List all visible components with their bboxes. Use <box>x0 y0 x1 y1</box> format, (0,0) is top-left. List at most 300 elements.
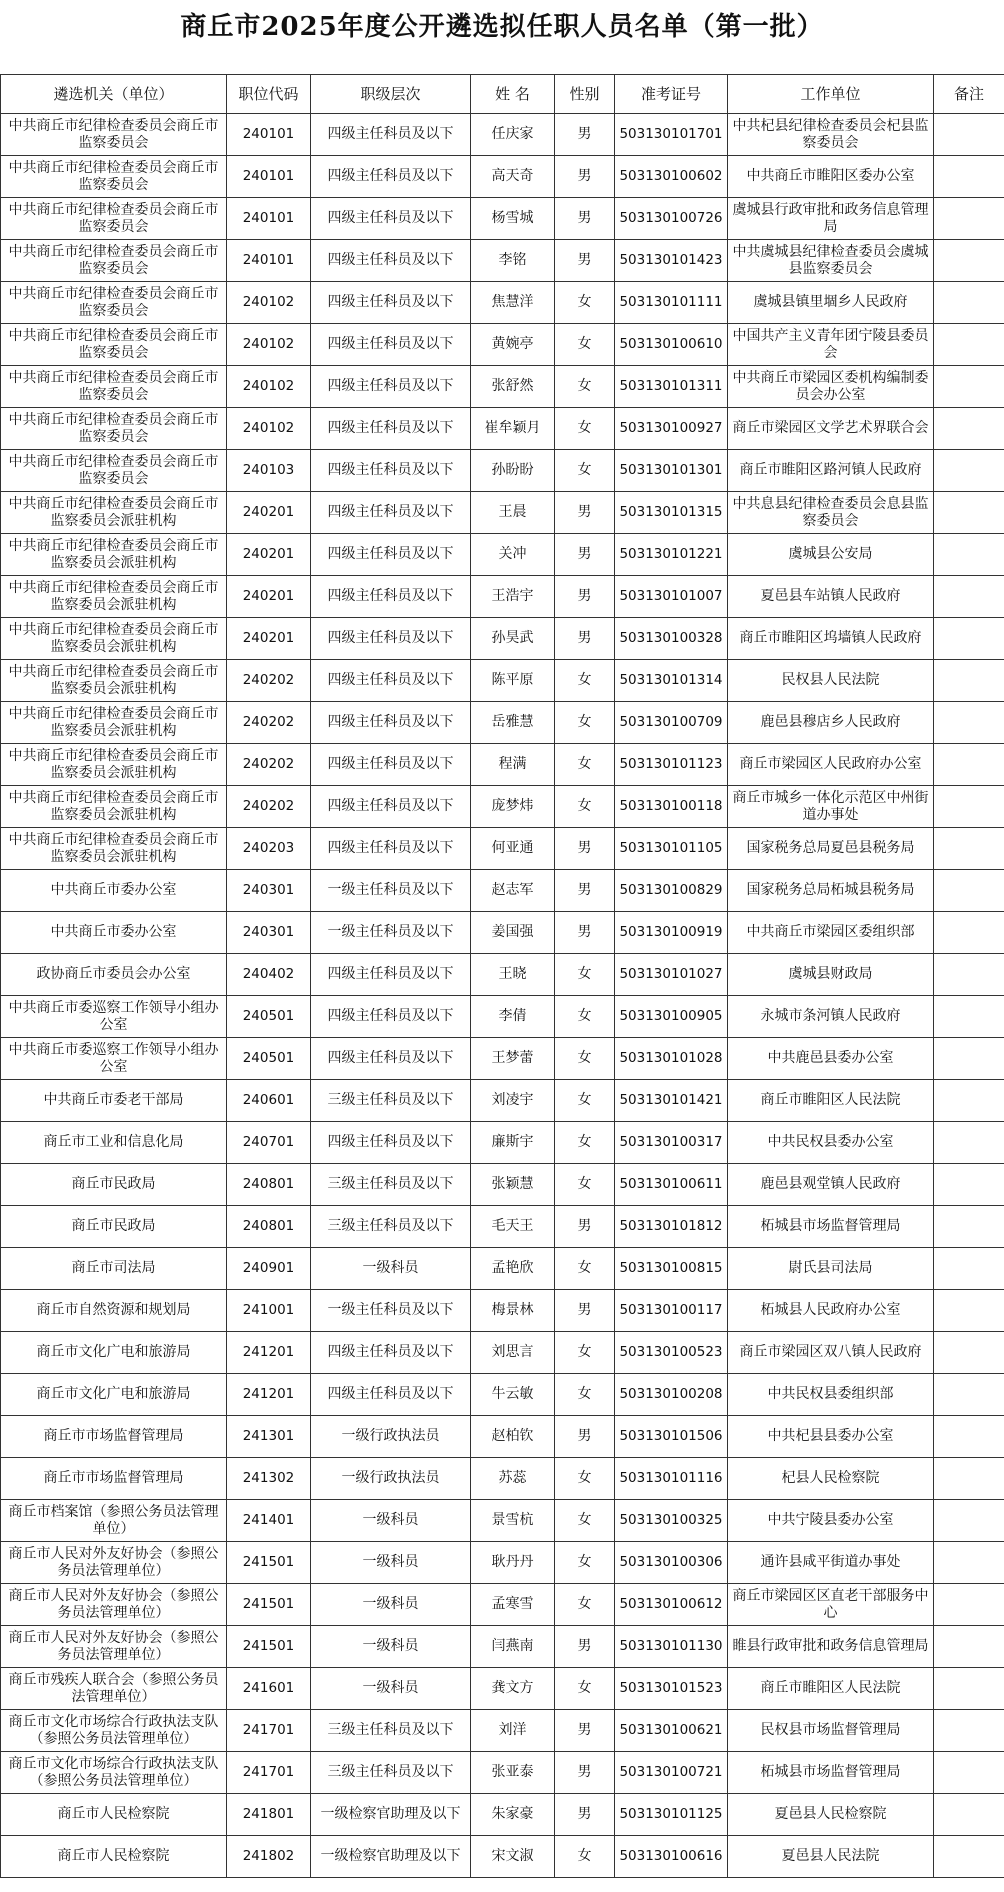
cell-unit: 虞城县镇里堌乡人民政府 <box>728 282 934 324</box>
cell-unit: 鹿邑县穆店乡人民政府 <box>728 702 934 744</box>
cell-ticket: 503130101812 <box>615 1206 728 1248</box>
cell-level: 四级主任科员及以下 <box>311 618 471 660</box>
table-row <box>1 534 1004 576</box>
cell-code: 240301 <box>227 870 311 912</box>
cell-name: 陈平原 <box>471 660 555 702</box>
cell-ticket: 503130100325 <box>615 1500 728 1542</box>
cell-level: 三级主任科员及以下 <box>311 1080 471 1122</box>
cell-unit: 民权县人民法院 <box>728 660 934 702</box>
cell-code: 240201 <box>227 534 311 576</box>
cell-ticket: 503130101027 <box>615 954 728 996</box>
cell-agency: 政协商丘市委员会办公室 <box>1 954 227 996</box>
table-row <box>1 828 1004 870</box>
cell-note <box>934 366 1004 408</box>
cell-code: 240202 <box>227 702 311 744</box>
cell-level: 一级科员 <box>311 1668 471 1710</box>
cell-code: 240801 <box>227 1164 311 1206</box>
cell-note <box>934 198 1004 240</box>
cell-note <box>934 156 1004 198</box>
cell-ticket: 503130101421 <box>615 1080 728 1122</box>
cell-unit: 夏邑县人民检察院 <box>728 1794 934 1836</box>
cell-level: 三级主任科员及以下 <box>311 1752 471 1794</box>
cell-level: 一级科员 <box>311 1584 471 1626</box>
cell-note <box>934 1416 1004 1458</box>
cell-name: 刘洋 <box>471 1710 555 1752</box>
cell-code: 241302 <box>227 1458 311 1500</box>
cell-gender: 女 <box>555 786 615 828</box>
cell-note <box>934 1710 1004 1752</box>
cell-name: 张颖慧 <box>471 1164 555 1206</box>
cell-gender: 男 <box>555 492 615 534</box>
cell-code: 240501 <box>227 1038 311 1080</box>
cell-unit: 中共民权县委办公室 <box>728 1122 934 1164</box>
cell-unit: 中共鹿邑县委办公室 <box>728 1038 934 1080</box>
cell-agency: 中共商丘市纪律检查委员会商丘市监察委员会 <box>1 408 227 450</box>
cell-unit: 中共商丘市梁园区委组织部 <box>728 912 934 954</box>
cell-ticket: 503130101116 <box>615 1458 728 1500</box>
cell-unit: 商丘市城乡一体化示范区中州街道办事处 <box>728 786 934 828</box>
cell-name: 黄婉亭 <box>471 324 555 366</box>
cell-ticket: 503130101123 <box>615 744 728 786</box>
cell-unit: 虞城县财政局 <box>728 954 934 996</box>
cell-unit: 商丘市梁园区双八镇人民政府 <box>728 1332 934 1374</box>
cell-note <box>934 1584 1004 1626</box>
cell-gender: 男 <box>555 1794 615 1836</box>
cell-ticket: 503130101523 <box>615 1668 728 1710</box>
cell-agency: 商丘市人民检察院 <box>1 1794 227 1836</box>
cell-gender: 男 <box>555 156 615 198</box>
cell-gender: 男 <box>555 1626 615 1668</box>
header-name: 姓 名 <box>471 75 555 114</box>
cell-agency: 商丘市文化市场综合行政执法支队（参照公务员法管理单位） <box>1 1710 227 1752</box>
cell-gender: 女 <box>555 1374 615 1416</box>
cell-code: 240301 <box>227 912 311 954</box>
cell-note <box>934 702 1004 744</box>
cell-agency: 商丘市文化广电和旅游局 <box>1 1332 227 1374</box>
cell-ticket: 503130100208 <box>615 1374 728 1416</box>
cell-level: 一级主任科员及以下 <box>311 870 471 912</box>
cell-code: 241701 <box>227 1710 311 1752</box>
cell-agency: 中共商丘市纪律检查委员会商丘市监察委员会派驻机构 <box>1 744 227 786</box>
cell-level: 一级检察官助理及以下 <box>311 1836 471 1878</box>
cell-level: 四级主任科员及以下 <box>311 576 471 618</box>
cell-gender: 女 <box>555 744 615 786</box>
cell-gender: 男 <box>555 1710 615 1752</box>
cell-unit: 商丘市梁园区区直老干部服务中心 <box>728 1584 934 1626</box>
cell-gender: 女 <box>555 1164 615 1206</box>
cell-ticket: 503130101315 <box>615 492 728 534</box>
cell-gender: 女 <box>555 366 615 408</box>
cell-agency: 中共商丘市纪律检查委员会商丘市监察委员会派驻机构 <box>1 534 227 576</box>
cell-gender: 女 <box>555 1332 615 1374</box>
cell-name: 岳雅慧 <box>471 702 555 744</box>
cell-name: 焦慧洋 <box>471 282 555 324</box>
cell-level: 四级主任科员及以下 <box>311 408 471 450</box>
cell-agency: 中共商丘市委巡察工作领导小组办公室 <box>1 996 227 1038</box>
cell-unit: 商丘市梁园区人民政府办公室 <box>728 744 934 786</box>
cell-ticket: 503130100905 <box>615 996 728 1038</box>
cell-note <box>934 870 1004 912</box>
cell-gender: 女 <box>555 1500 615 1542</box>
cell-name: 何亚通 <box>471 828 555 870</box>
cell-name: 闫燕南 <box>471 1626 555 1668</box>
cell-note <box>934 1374 1004 1416</box>
cell-note <box>934 114 1004 156</box>
cell-unit: 中共杞县县委办公室 <box>728 1416 934 1458</box>
cell-note <box>934 1752 1004 1794</box>
cell-level: 四级主任科员及以下 <box>311 1374 471 1416</box>
cell-name: 程满 <box>471 744 555 786</box>
cell-code: 241001 <box>227 1290 311 1332</box>
cell-name: 赵志军 <box>471 870 555 912</box>
table-row <box>1 618 1004 660</box>
cell-name: 王晓 <box>471 954 555 996</box>
cell-unit: 中国共产主义青年团宁陵县委员会 <box>728 324 934 366</box>
cell-name: 张亚泰 <box>471 1752 555 1794</box>
cell-code: 240202 <box>227 744 311 786</box>
cell-gender: 男 <box>555 828 615 870</box>
cell-agency: 商丘市文化市场综合行政执法支队（参照公务员法管理单位） <box>1 1752 227 1794</box>
cell-agency: 商丘市残疾人联合会（参照公务员法管理单位） <box>1 1668 227 1710</box>
cell-name: 刘凌宇 <box>471 1080 555 1122</box>
table-row <box>1 702 1004 744</box>
cell-unit: 中共民权县委组织部 <box>728 1374 934 1416</box>
cell-gender: 女 <box>555 660 615 702</box>
cell-agency: 中共商丘市纪律检查委员会商丘市监察委员会派驻机构 <box>1 702 227 744</box>
cell-code: 240901 <box>227 1248 311 1290</box>
cell-unit: 中共虞城县纪律检查委员会虞城县监察委员会 <box>728 240 934 282</box>
cell-level: 四级主任科员及以下 <box>311 786 471 828</box>
cell-level: 一级科员 <box>311 1248 471 1290</box>
cell-code: 240102 <box>227 282 311 324</box>
cell-name: 梅景林 <box>471 1290 555 1332</box>
cell-gender: 男 <box>555 576 615 618</box>
cell-ticket: 503130101311 <box>615 366 728 408</box>
cell-level: 一级科员 <box>311 1542 471 1584</box>
cell-code: 240102 <box>227 324 311 366</box>
cell-code: 240402 <box>227 954 311 996</box>
cell-note <box>934 492 1004 534</box>
cell-name: 孙盼盼 <box>471 450 555 492</box>
cell-note <box>934 1290 1004 1332</box>
cell-level: 一级科员 <box>311 1500 471 1542</box>
cell-agency: 商丘市工业和信息化局 <box>1 1122 227 1164</box>
cell-ticket: 503130101130 <box>615 1626 728 1668</box>
cell-agency: 中共商丘市纪律检查委员会商丘市监察委员会 <box>1 114 227 156</box>
cell-gender: 女 <box>555 282 615 324</box>
cell-gender: 男 <box>555 870 615 912</box>
cell-level: 三级主任科员及以下 <box>311 1206 471 1248</box>
cell-gender: 女 <box>555 408 615 450</box>
cell-note <box>934 1542 1004 1584</box>
table-row <box>1 744 1004 786</box>
cell-agency: 中共商丘市纪律检查委员会商丘市监察委员会派驻机构 <box>1 660 227 702</box>
cell-ticket: 503130101423 <box>615 240 728 282</box>
cell-code: 240201 <box>227 618 311 660</box>
table-row <box>1 408 1004 450</box>
cell-gender: 男 <box>555 198 615 240</box>
cell-code: 240201 <box>227 492 311 534</box>
cell-unit: 民权县市场监督管理局 <box>728 1710 934 1752</box>
table-row <box>1 954 1004 996</box>
cell-code: 240501 <box>227 996 311 1038</box>
cell-gender: 女 <box>555 1836 615 1878</box>
cell-level: 四级主任科员及以下 <box>311 744 471 786</box>
cell-code: 240101 <box>227 156 311 198</box>
cell-unit: 杞县人民检察院 <box>728 1458 934 1500</box>
cell-code: 241501 <box>227 1626 311 1668</box>
table-row <box>1 1416 1004 1458</box>
cell-note <box>934 1080 1004 1122</box>
cell-agency: 商丘市市场监督管理局 <box>1 1416 227 1458</box>
cell-agency: 商丘市自然资源和规划局 <box>1 1290 227 1332</box>
header-gender: 性别 <box>555 75 615 114</box>
cell-agency: 中共商丘市纪律检查委员会商丘市监察委员会 <box>1 198 227 240</box>
cell-note <box>934 1500 1004 1542</box>
cell-gender: 男 <box>555 1206 615 1248</box>
cell-ticket: 503130101301 <box>615 450 728 492</box>
cell-name: 耿丹丹 <box>471 1542 555 1584</box>
table-row <box>1 1752 1004 1794</box>
cell-ticket: 503130100117 <box>615 1290 728 1332</box>
cell-ticket: 503130100919 <box>615 912 728 954</box>
table-body <box>1 114 1004 1878</box>
cell-name: 杨雪城 <box>471 198 555 240</box>
cell-note <box>934 618 1004 660</box>
cell-unit: 中共商丘市梁园区委机构编制委员会办公室 <box>728 366 934 408</box>
table-row <box>1 870 1004 912</box>
table-row <box>1 1458 1004 1500</box>
cell-ticket: 503130101105 <box>615 828 728 870</box>
table-row <box>1 1626 1004 1668</box>
cell-level: 一级行政执法员 <box>311 1416 471 1458</box>
cell-ticket: 503130101007 <box>615 576 728 618</box>
cell-name: 苏蕊 <box>471 1458 555 1500</box>
table-row <box>1 1542 1004 1584</box>
cell-level: 四级主任科员及以下 <box>311 156 471 198</box>
cell-level: 四级主任科员及以下 <box>311 534 471 576</box>
cell-unit: 中共商丘市睢阳区委办公室 <box>728 156 934 198</box>
cell-note <box>934 1458 1004 1500</box>
cell-gender: 女 <box>555 954 615 996</box>
table-header-row <box>1 75 1004 114</box>
cell-unit: 柘城县市场监督管理局 <box>728 1206 934 1248</box>
cell-name: 孟艳欣 <box>471 1248 555 1290</box>
cell-code: 241501 <box>227 1584 311 1626</box>
cell-agency: 商丘市司法局 <box>1 1248 227 1290</box>
cell-name: 孙昊武 <box>471 618 555 660</box>
cell-code: 240102 <box>227 366 311 408</box>
table-row <box>1 156 1004 198</box>
cell-ticket: 503130100726 <box>615 198 728 240</box>
table-row <box>1 1122 1004 1164</box>
cell-gender: 男 <box>555 240 615 282</box>
cell-ticket: 503130100612 <box>615 1584 728 1626</box>
header-unit: 工作单位 <box>728 75 934 114</box>
header-agency: 遴选机关（单位） <box>1 75 227 114</box>
cell-level: 四级主任科员及以下 <box>311 450 471 492</box>
cell-agency: 中共商丘市委办公室 <box>1 870 227 912</box>
table-row <box>1 1500 1004 1542</box>
cell-level: 一级科员 <box>311 1626 471 1668</box>
cell-code: 241401 <box>227 1500 311 1542</box>
cell-ticket: 503130101028 <box>615 1038 728 1080</box>
cell-level: 四级主任科员及以下 <box>311 198 471 240</box>
cell-level: 四级主任科员及以下 <box>311 366 471 408</box>
cell-unit: 商丘市睢阳区人民法院 <box>728 1668 934 1710</box>
cell-note <box>934 912 1004 954</box>
cell-code: 240701 <box>227 1122 311 1164</box>
table-row <box>1 576 1004 618</box>
cell-ticket: 503130100328 <box>615 618 728 660</box>
cell-name: 任庆家 <box>471 114 555 156</box>
cell-name: 张舒然 <box>471 366 555 408</box>
cell-agency: 中共商丘市纪律检查委员会商丘市监察委员会 <box>1 156 227 198</box>
cell-unit: 中共宁陵县委办公室 <box>728 1500 934 1542</box>
cell-ticket: 503130100306 <box>615 1542 728 1584</box>
table-row <box>1 786 1004 828</box>
cell-unit: 通许县咸平街道办事处 <box>728 1542 934 1584</box>
table-row <box>1 1080 1004 1122</box>
cell-code: 241201 <box>227 1332 311 1374</box>
cell-note <box>934 786 1004 828</box>
cell-ticket: 503130100721 <box>615 1752 728 1794</box>
cell-gender: 男 <box>555 534 615 576</box>
cell-agency: 中共商丘市委巡察工作领导小组办公室 <box>1 1038 227 1080</box>
cell-name: 赵柏钦 <box>471 1416 555 1458</box>
cell-ticket: 503130100709 <box>615 702 728 744</box>
cell-ticket: 503130100118 <box>615 786 728 828</box>
table-row <box>1 492 1004 534</box>
cell-level: 一级主任科员及以下 <box>311 1290 471 1332</box>
cell-agency: 中共商丘市委办公室 <box>1 912 227 954</box>
cell-agency: 商丘市文化广电和旅游局 <box>1 1374 227 1416</box>
cell-level: 三级主任科员及以下 <box>311 1164 471 1206</box>
cell-level: 四级主任科员及以下 <box>311 492 471 534</box>
cell-note <box>934 450 1004 492</box>
cell-code: 240101 <box>227 114 311 156</box>
cell-note <box>934 534 1004 576</box>
cell-note <box>934 828 1004 870</box>
table-row <box>1 1668 1004 1710</box>
cell-note <box>934 282 1004 324</box>
table-row <box>1 1836 1004 1878</box>
cell-gender: 男 <box>555 618 615 660</box>
table-row <box>1 240 1004 282</box>
cell-code: 240101 <box>227 198 311 240</box>
table-row <box>1 450 1004 492</box>
cell-unit: 虞城县行政审批和政务信息管理局 <box>728 198 934 240</box>
cell-ticket: 503130100829 <box>615 870 728 912</box>
cell-unit: 中共杞县纪律检查委员会杞县监察委员会 <box>728 114 934 156</box>
cell-agency: 中共商丘市委老干部局 <box>1 1080 227 1122</box>
cell-ticket: 503130100523 <box>615 1332 728 1374</box>
cell-agency: 商丘市市场监督管理局 <box>1 1458 227 1500</box>
cell-agency: 中共商丘市纪律检查委员会商丘市监察委员会 <box>1 366 227 408</box>
table-row <box>1 1332 1004 1374</box>
cell-agency: 中共商丘市纪律检查委员会商丘市监察委员会派驻机构 <box>1 786 227 828</box>
cell-ticket: 503130100317 <box>615 1122 728 1164</box>
cell-name: 龚文方 <box>471 1668 555 1710</box>
cell-gender: 男 <box>555 912 615 954</box>
cell-ticket: 503130101125 <box>615 1794 728 1836</box>
cell-note <box>934 1836 1004 1878</box>
cell-unit: 睢县行政审批和政务信息管理局 <box>728 1626 934 1668</box>
cell-name: 毛天王 <box>471 1206 555 1248</box>
cell-unit: 尉氏县司法局 <box>728 1248 934 1290</box>
cell-name: 王梦蕾 <box>471 1038 555 1080</box>
cell-code: 241301 <box>227 1416 311 1458</box>
cell-ticket: 503130100621 <box>615 1710 728 1752</box>
cell-name: 崔牟颖月 <box>471 408 555 450</box>
table-row <box>1 1584 1004 1626</box>
cell-gender: 女 <box>555 1458 615 1500</box>
cell-level: 一级检察官助理及以下 <box>311 1794 471 1836</box>
cell-agency: 中共商丘市纪律检查委员会商丘市监察委员会 <box>1 450 227 492</box>
cell-agency: 商丘市人民对外友好协会（参照公务员法管理单位） <box>1 1626 227 1668</box>
cell-note <box>934 1626 1004 1668</box>
cell-note <box>934 1248 1004 1290</box>
cell-ticket: 503130100927 <box>615 408 728 450</box>
table-row <box>1 114 1004 156</box>
cell-name: 高天奇 <box>471 156 555 198</box>
cell-unit: 国家税务总局柘城县税务局 <box>728 870 934 912</box>
cell-note <box>934 1122 1004 1164</box>
table-row <box>1 660 1004 702</box>
cell-name: 宋文淑 <box>471 1836 555 1878</box>
cell-unit: 商丘市睢阳区坞墙镇人民政府 <box>728 618 934 660</box>
cell-unit: 柘城县人民政府办公室 <box>728 1290 934 1332</box>
cell-code: 240202 <box>227 786 311 828</box>
cell-unit: 商丘市梁园区文学艺术界联合会 <box>728 408 934 450</box>
cell-level: 四级主任科员及以下 <box>311 282 471 324</box>
cell-code: 240103 <box>227 450 311 492</box>
cell-ticket: 503130101221 <box>615 534 728 576</box>
cell-name: 庞梦炜 <box>471 786 555 828</box>
cell-code: 240203 <box>227 828 311 870</box>
cell-ticket: 503130101314 <box>615 660 728 702</box>
cell-unit: 夏邑县人民法院 <box>728 1836 934 1878</box>
cell-name: 朱家豪 <box>471 1794 555 1836</box>
cell-agency: 中共商丘市纪律检查委员会商丘市监察委员会 <box>1 240 227 282</box>
cell-code: 240601 <box>227 1080 311 1122</box>
cell-level: 四级主任科员及以下 <box>311 954 471 996</box>
cell-agency: 中共商丘市纪律检查委员会商丘市监察委员会派驻机构 <box>1 828 227 870</box>
cell-unit: 商丘市睢阳区人民法院 <box>728 1080 934 1122</box>
table-row <box>1 282 1004 324</box>
cell-level: 四级主任科员及以下 <box>311 240 471 282</box>
cell-note <box>934 576 1004 618</box>
cell-gender: 女 <box>555 1668 615 1710</box>
cell-unit: 夏邑县车站镇人民政府 <box>728 576 934 618</box>
cell-name: 廉斯宇 <box>471 1122 555 1164</box>
cell-ticket: 503130101701 <box>615 114 728 156</box>
cell-level: 四级主任科员及以下 <box>311 1122 471 1164</box>
cell-name: 孟寒雪 <box>471 1584 555 1626</box>
cell-gender: 女 <box>555 1542 615 1584</box>
cell-agency: 中共商丘市纪律检查委员会商丘市监察委员会派驻机构 <box>1 576 227 618</box>
cell-gender: 男 <box>555 1290 615 1332</box>
cell-agency: 商丘市人民对外友好协会（参照公务员法管理单位） <box>1 1542 227 1584</box>
cell-gender: 女 <box>555 1248 615 1290</box>
header-code: 职位代码 <box>227 75 311 114</box>
cell-level: 一级行政执法员 <box>311 1458 471 1500</box>
cell-note <box>934 1668 1004 1710</box>
cell-note <box>934 1038 1004 1080</box>
table-row <box>1 912 1004 954</box>
cell-name: 李倩 <box>471 996 555 1038</box>
cell-level: 四级主任科员及以下 <box>311 1038 471 1080</box>
